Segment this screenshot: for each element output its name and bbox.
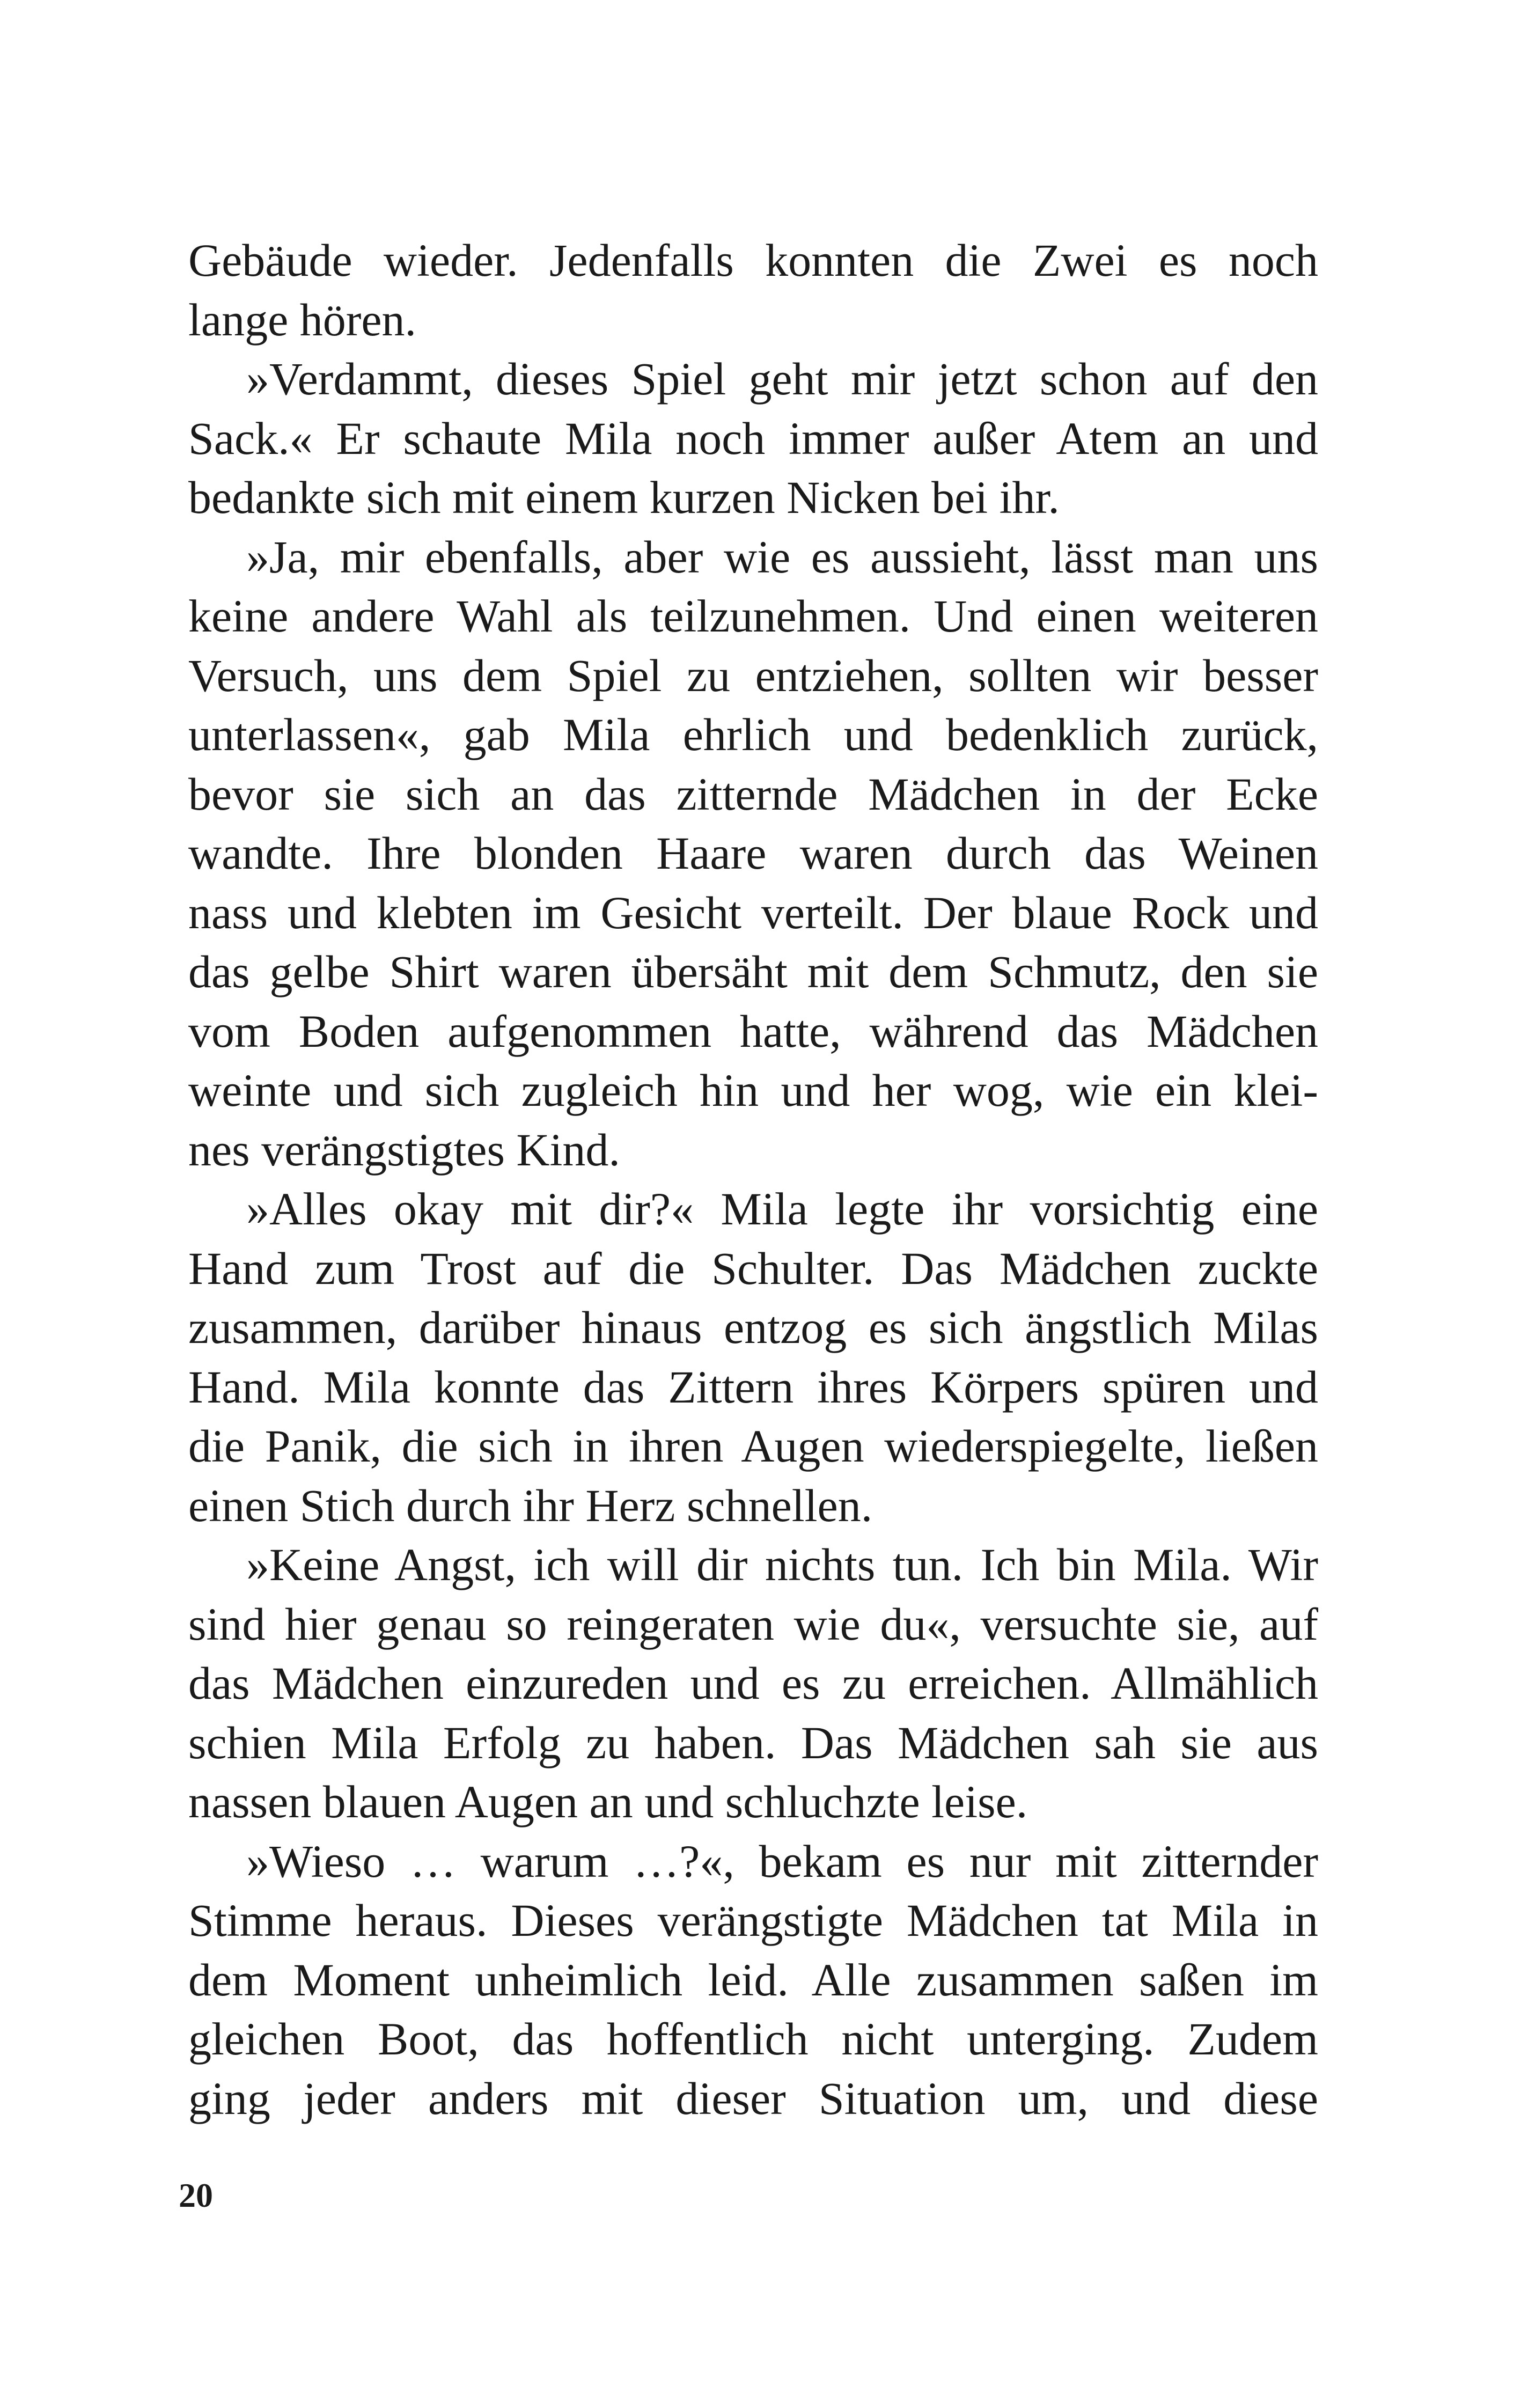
text-line: sind hier genau so reingeraten wie du«, versuchte sie, auf [188,1598,1318,1650]
text-line: weinte und sich zugleich hin und her wog, wie ein klei- [188,1064,1318,1116]
page-number: 20 [179,2176,213,2214]
text-line: schien Mila Erfolg zu haben. Das Mädchen sah sie aus [188,1716,1318,1768]
text-line: Gebäude wieder. Jedenfalls konnten die Zwei es noch [188,234,1318,286]
text-line: »Alles okay mit dir?« Mila legte ihr vorsichtig eine [246,1183,1318,1235]
text-line: das Mädchen einzureden und es zu erreichen. Allmählich [188,1657,1318,1709]
text-line: nass und klebten im Gesicht verteilt. Der blaue Rock und [188,886,1318,938]
paragraph [188,1832,1318,2128]
text-line: nassen blauen Augen an und schluchzte leise. [188,1776,1028,1827]
text-line: Versuch, uns dem Spiel zu entziehen, sollten wir besser [188,649,1318,701]
text-line: »Verdammt, dieses Spiel geht mir jetzt schon auf den [246,353,1318,405]
text-line: die Panik, die sich in ihren Augen wiederspiegelte, ließen [188,1420,1318,1472]
text-line: bedankte sich mit einem kurzen Nicken bei ihr. [188,472,1060,523]
text-line: vom Boden aufgenommen hatte, während das Mädchen [188,1005,1318,1057]
paragraph [188,349,1318,527]
text-line: »Ja, mir ebenfalls, aber wie es aussieht, lässt man uns [246,531,1318,583]
text-line: keine andere Wahl als teilzunehmen. Und einen weiteren [188,590,1318,642]
text-line: Stimme heraus. Dieses verängstigte Mädchen tat Mila in [188,1895,1318,1946]
text-line: das gelbe Shirt waren übersäht mit dem Schmutz, den sie [188,946,1318,997]
paragraph [188,1179,1318,1535]
text-line: Sack.« Er schaute Mila noch immer außer Atem an und [188,412,1318,464]
text-line: zusammen, darüber hinaus entzog es sich ängstlich Milas [188,1302,1318,1353]
paragraph [188,231,1318,349]
text-line: ging jeder anders mit dieser Situation um, und diese [188,2072,1318,2124]
text-line: Hand. Mila konnte das Zittern ihres Körpers spüren und [188,1361,1318,1413]
text-line: dem Moment unheimlich leid. Alle zusammen saßen im [188,1954,1318,2006]
text-line: wandte. Ihre blonden Haare waren durch das Weinen [188,827,1318,879]
body-text [188,231,1318,2128]
text-line: unterlassen«, gab Mila ehrlich und bedenklich zurück, [188,709,1318,760]
paragraph [188,527,1318,1180]
text-line: bevor sie sich an das zitternde Mädchen in der Ecke [188,768,1318,820]
text-line: »Wieso … warum …?«, bekam es nur mit zitternder [246,1835,1318,1887]
text-line: »Keine Angst, ich will dir nichts tun. Ich bin Mila. Wir [246,1539,1318,1590]
text-line: lange hören. [188,293,417,346]
text-line: einen Stich durch ihr Herz schnellen. [188,1479,873,1531]
text-line: gleichen Boot, das hoffentlich nicht unterging. Zudem [188,2013,1318,2065]
text-line: nes verängstigtes Kind. [188,1124,620,1176]
text-line: Hand zum Trost auf die Schulter. Das Mädchen zuckte [188,1242,1318,1294]
paragraph [188,1535,1318,1832]
